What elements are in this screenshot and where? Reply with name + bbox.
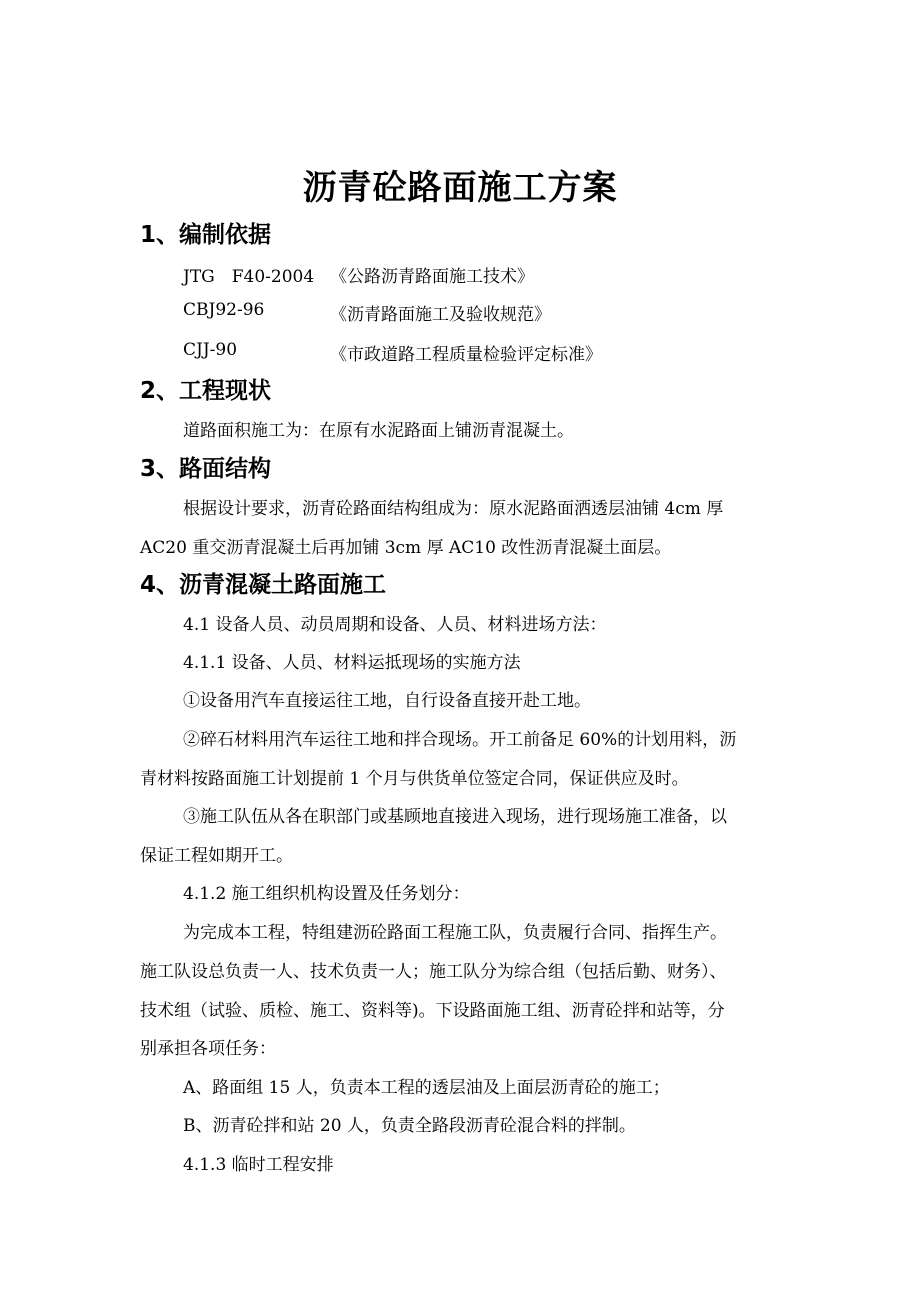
reference-code: CBJ92-96 — [183, 300, 265, 320]
section-heading-3: 3、路面结构 — [140, 456, 272, 482]
subsection-4-1-3: 4.1.3 临时工程安排 — [183, 1155, 334, 1175]
list-item-continuation: 保证工程如期开工。 — [140, 846, 293, 866]
reference-title: 《沥青路面施工及验收规范》 — [330, 305, 551, 325]
subsection-4-1-1: 4.1.1 设备、人员、材料运抵现场的实施方法 — [183, 653, 521, 673]
task-item: A、路面组 15 人，负责本工程的透层油及上面层沥青砼的施工； — [183, 1078, 670, 1098]
section-heading-2: 2、工程现状 — [140, 378, 272, 404]
reference-code: CJJ-90 — [183, 340, 238, 360]
subsection-4-1: 4.1 设备人员、动员周期和设备、人员、材料进场方法： — [183, 615, 607, 635]
list-item: ①设备用汽车直接运往工地，自行设备直接开赴工地。 — [183, 691, 591, 711]
subsection-4-1-2: 4.1.2 施工组织机构设置及任务划分： — [183, 884, 470, 904]
section-heading-4: 4、沥青混凝土路面施工 — [140, 572, 387, 598]
reference-code: JTG F40-2004 — [183, 267, 315, 287]
paragraph-line: 为完成本工程，特组建沥砼路面工程施工队，负责履行合同、指挥生产。 — [183, 923, 727, 943]
reference-title: 《市政道路工程质量检验评定标准》 — [330, 345, 602, 365]
list-item: ②碎石材料用汽车运往工地和拌合现场。开工前备足 60%的计划用料，沥 — [183, 730, 737, 750]
task-item: B、沥青砼拌和站 20 人，负责全路段沥青砼混合料的拌制。 — [183, 1116, 636, 1136]
list-item-continuation: 青材料按路面施工计划提前 1 个月与供货单位签定合同，保证供应及时。 — [140, 769, 689, 789]
paragraph-line: 别承担各项任务： — [140, 1039, 276, 1059]
document-title: 沥青砼路面施工方案 — [302, 168, 618, 208]
section-3-line: 根据设计要求，沥青砼路面结构组成为：原水泥路面洒透层油铺 4cm 厚 — [183, 499, 724, 519]
section-3-line: AC20 重交沥青混凝土后再加铺 3cm 厚 AC10 改性沥青混凝土面层。 — [140, 538, 672, 558]
paragraph-line: 技术组（试验、质检、施工、资料等)。下设路面施工组、沥青砼拌和站等，分 — [140, 1001, 725, 1021]
reference-title: 《公路沥青路面施工技术》 — [330, 267, 534, 287]
list-item: ③施工队伍从各在职部门或基顾地直接进入现场，进行现场施工准备，以 — [183, 807, 727, 827]
section-heading-1: 1、编制依据 — [140, 222, 272, 248]
section-2-text: 道路面积施工为：在原有水泥路面上铺沥青混凝土。 — [183, 421, 574, 441]
paragraph-line: 施工队设总负责一人、技术负责一人；施工队分为综合组（包括后勤、财务）、 — [140, 962, 727, 982]
